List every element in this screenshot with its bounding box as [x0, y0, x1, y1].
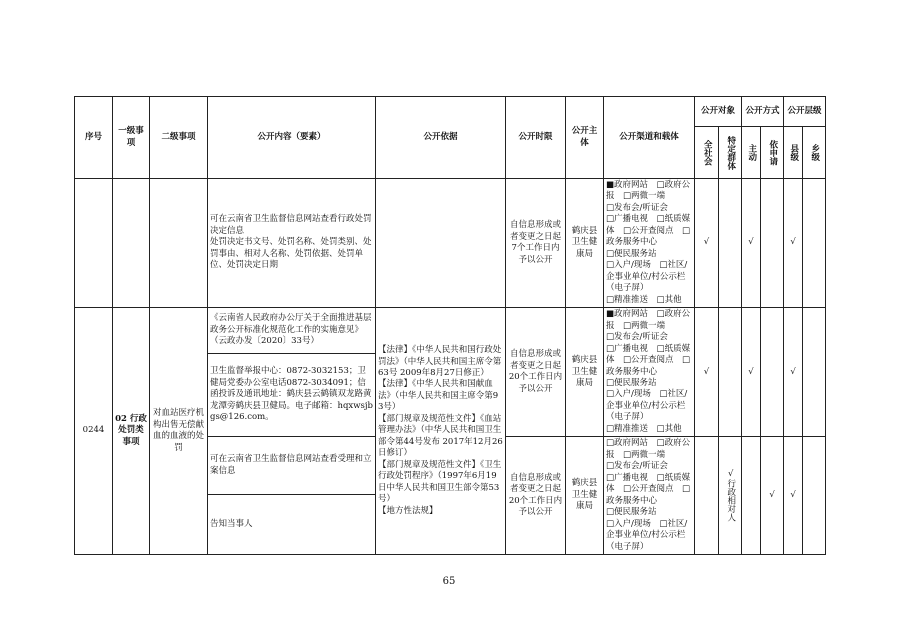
- empty-level-town: [803, 437, 826, 555]
- header-basis: 公开依据: [376, 97, 506, 179]
- content-cell: 可在云南省卫生监督信息网站查看行政处罚决定信息 处罚决定书文号、处罚名称、处罚类别、处罚事由、相对人名称、处罚依据、处罚单位、处罚决定日期: [208, 179, 376, 308]
- header-level1: 一级事项: [113, 97, 150, 179]
- channels-cell: ■政府网站 □政府公报 □两微一端 □发布会/听证会 □广播电视 □纸质媒体 □公开查阅点 □政务服务中心 □便民服务站 □入户/现场 □社区/企事业单位/村公示栏（电子屏） □精准推送 □其他: [604, 179, 695, 308]
- subject-cell: 鹤庆县卫生健康局: [566, 437, 604, 555]
- check-method-active: √: [742, 179, 761, 308]
- content-cell: 可在云南省卫生监督信息网站查看受理和立案信息: [208, 437, 376, 495]
- empty-method-active: [742, 437, 761, 555]
- empty-method-request: [761, 308, 784, 437]
- check-level-county: √: [784, 179, 803, 308]
- seq-cell: 0244: [75, 308, 113, 555]
- check-level-county: √: [784, 437, 803, 555]
- header-channels: 公开渠道和载体: [604, 97, 695, 179]
- basis-cell: [376, 179, 506, 308]
- disclosure-table: [74, 96, 826, 555]
- empty-level-town: [803, 308, 826, 437]
- header-method-request: 依申请: [761, 127, 784, 179]
- check-method-request: √: [761, 437, 784, 555]
- basis-cell: 【法律】《中华人民共和国行政处罚法》（中华人民共和国主席令第63号 2009年8月27日修正） 【法律】《中华人民共和国献血法》（中华人民共和国主席令第93号） 【部门规章及规范性文件】《血站管理办法》（中华人民共和国卫生部令第44号发布 2017年12月26日修订） 【部门规章及规范性文件】《卫生行政处罚程序》（1997年6月19日中华人民共和国卫生部令第53号） 【地方性法规】: [376, 308, 506, 555]
- header-target-specific: 特定群体: [719, 127, 742, 179]
- header-seq: 序号: [75, 97, 113, 179]
- header-method: 公开方式: [742, 97, 784, 127]
- header-level: 公开层级: [784, 97, 826, 127]
- subject-cell: 鹤庆县卫生健康局: [566, 308, 604, 437]
- check-target-all: √: [695, 308, 719, 437]
- header-time-limit: 公开时限: [506, 97, 566, 179]
- time-limit-cell: 自信息形成或者变更之日起20个工作日内予以公开: [506, 308, 566, 437]
- level2-cell: 对血站医疗机构出售无偿献血的血液的处罚: [150, 308, 208, 555]
- level2-cell: [150, 179, 208, 308]
- header-method-active: 主动: [742, 127, 761, 179]
- level1-cell: 02 行政处罚类事项: [113, 308, 150, 555]
- time-limit-cell: 自信息形成或者变更之日起7个工作日内予以公开: [506, 179, 566, 308]
- time-limit-cell: 自信息形成或者变更之日起20个工作日内予以公开: [506, 437, 566, 555]
- header-level-county: 县级: [784, 127, 803, 179]
- level1-cell: [113, 179, 150, 308]
- empty-target-specific: [719, 179, 742, 308]
- header-level2: 二级事项: [150, 97, 208, 179]
- table-row: [75, 179, 826, 308]
- content-cell: 告知当事人: [208, 495, 376, 555]
- empty-target-specific: [719, 308, 742, 437]
- check-target-all: √: [695, 179, 719, 308]
- table-row: [75, 308, 826, 354]
- channels-cell: ■政府网站 □政府公报 □两微一端 □发布会/听证会 □广播电视 □纸质媒体 □公开查阅点 □政务服务中心 □便民服务站 □入户/现场 □社区/企事业单位/村公示栏（电子屏） □精准推送 □其他: [604, 308, 695, 437]
- header-target: 公开对象: [695, 97, 742, 127]
- empty-level-town: [803, 179, 826, 308]
- empty-target-all: [695, 437, 719, 555]
- check-method-active: √: [742, 308, 761, 437]
- empty-method-request: [761, 179, 784, 308]
- content-cell: 《云南省人民政府办公厅关于全面推进基层政务公开标准化规范化工作的实施意见》（云政办发〔2020〕33号）: [208, 308, 376, 354]
- check-target-specific: √行政相对人: [719, 437, 742, 555]
- header-content: 公开内容（要素）: [208, 97, 376, 179]
- content-cell: 卫生监督举报中心：0872-3032153；卫健局党委办公室电话0872-3034091；信函投诉及通讯地址：鹤庆县云鹤镇双龙路黄龙潭旁鹤庆县卫健局。电子邮箱：hqxwsjbgs@126.com。: [208, 353, 376, 436]
- header-target-all: 全社会: [695, 127, 719, 179]
- channels-cell: □政府网站 □政府公报 □两微一端 □发布会/听证会 □广播电视 □纸质媒体 □公开查阅点 □政务服务中心 □便民服务站 □入户/现场 □社区/企事业单位/村公示栏（电子屏）: [604, 437, 695, 555]
- header-level-town: 乡级: [803, 127, 826, 179]
- header-subject: 公开主体: [566, 97, 604, 179]
- seq-cell: [75, 179, 113, 308]
- page-number: 65: [442, 576, 456, 587]
- subject-cell: 鹤庆县卫生健康局: [566, 179, 604, 308]
- check-level-county: √: [784, 308, 803, 437]
